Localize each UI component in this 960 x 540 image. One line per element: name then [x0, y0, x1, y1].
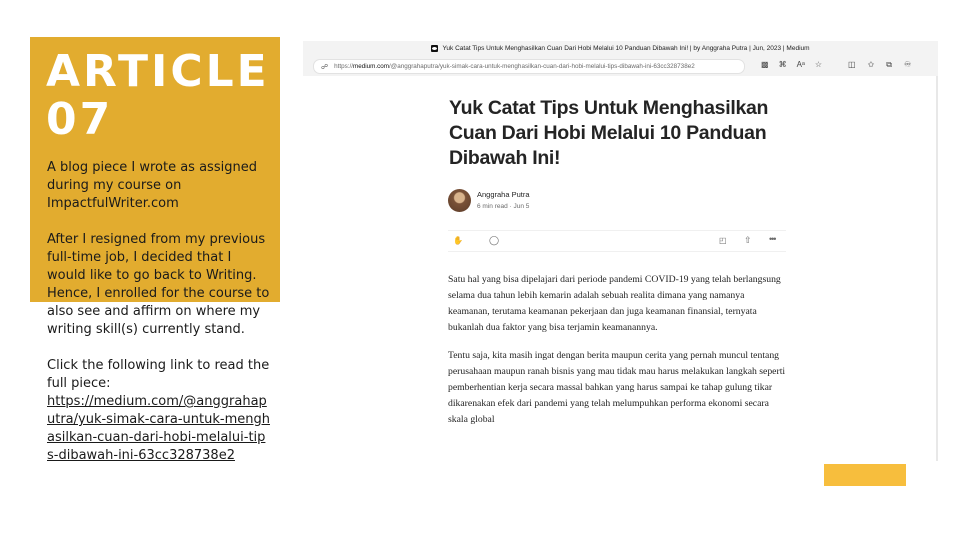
divider — [448, 251, 786, 252]
article-body — [448, 272, 788, 440]
read-aloud-icon[interactable]: Aᵃ — [796, 60, 805, 69]
reader-icon[interactable]: ▩ — [761, 60, 769, 69]
article-paragraph-2: Tentu saja, kita masih ingat dengan berita maupun cerita yang pernah muncul tentang perusahaan maupun ranah bisnis yang mau tidak mau harus melakukan langkah seperti pemberhentian kerja secara massal bahkan yang harus sampai ke tahap gulung tikar dikarenakan efek dari pandemi yang telah melumpuhkan performa ekonomi secara skala global — [448, 350, 786, 425]
clap-icon[interactable]: ✋ — [453, 236, 463, 245]
link-lead-text: Click the following link to read the full piece: — [47, 358, 270, 391]
publish-date: Jun 5 — [513, 203, 530, 210]
bookmark-icon[interactable]: ◰ — [719, 236, 727, 245]
apps-icon[interactable]: ⌘ — [778, 60, 787, 69]
more-options-icon[interactable]: ••• — [769, 234, 776, 244]
description-paragraph-3 — [47, 357, 272, 465]
browser-tab[interactable] — [303, 41, 938, 56]
url-host: medium.com — [353, 63, 390, 70]
author-name[interactable]: Anggraha Putra — [477, 190, 530, 199]
tab-title: Yuk Catat Tips Untuk Menghasilkan Cuan Dari Hobi Melalui 10 Panduan Dibawah Ini! | by Anggraha Putra | Jun, 2023 | Medium — [442, 45, 810, 52]
divider — [448, 230, 786, 231]
article-meta — [477, 203, 529, 210]
favorites-icon[interactable]: ✩ — [867, 60, 875, 69]
slide-description — [47, 159, 272, 483]
author-avatar[interactable] — [448, 189, 471, 212]
scrollbar[interactable] — [936, 76, 938, 461]
medium-favicon-icon — [431, 45, 438, 52]
article-paragraph-1: Satu hal yang bisa dipelajari dari periode pandemi COVID-19 yang telah berlangsung selama dua tahun lebih kemarin adalah sebuah realita dimana yang namanya keamanan, terutama keamanan pekerjaan dan juga keamanan finansial, ternyata bukanlah dua faktor yang bisa terjamin keamanannya. — [448, 274, 781, 333]
url-prefix: https:// — [334, 63, 353, 70]
meta-separator: · — [509, 203, 514, 210]
slide-title-line2: 07 — [46, 94, 114, 145]
slide-title-line1: ARTICLE — [46, 46, 270, 97]
collections-icon[interactable]: ⧉ — [886, 60, 892, 69]
address-bar — [303, 56, 938, 76]
lock-icon[interactable]: ☍ — [321, 63, 329, 71]
share-icon[interactable]: ⇧ — [744, 235, 752, 245]
browser-toolbar — [848, 60, 911, 70]
split-screen-icon[interactable]: ◫ — [848, 60, 856, 69]
favorite-icon[interactable]: ☆ — [814, 60, 823, 69]
comment-icon[interactable]: ◯ — [489, 235, 500, 245]
description-paragraph-1: A blog piece I wrote as assigned during my course on ImpactfulWriter.com — [47, 160, 257, 211]
description-paragraph-2: After I resigned from my previous full-time job, I decided that I would like to go back to Writing. Hence, I enrolled for the course to also see and affirm on where my writing skill(s) currently stand. — [47, 232, 270, 337]
slide-title — [46, 48, 270, 144]
decorative-accent-bar — [824, 464, 906, 486]
url-path: /@anggrahaputra/yuk-simak-cara-untuk-menghasilkan-cuan-dari-hobi-melalui-tips-dibawah-ini-63cc328738e2 — [389, 63, 695, 70]
article-title: Yuk Catat Tips Untuk Menghasilkan Cuan Dari Hobi Melalui 10 Panduan Dibawah Ini! — [449, 97, 769, 169]
browser-screenshot — [303, 41, 938, 461]
read-time: 6 min read — [477, 203, 508, 210]
address-bar-tools — [761, 60, 822, 69]
article-link[interactable]: https://medium.com/@anggrahaputra/yuk-simak-cara-untuk-menghasilkan-cuan-dari-hobi-melalui-tips-dibawah-ini-63cc328738e2 — [47, 394, 270, 463]
extensions-icon[interactable]: ♾ — [903, 60, 912, 69]
url-field[interactable] — [313, 59, 745, 74]
